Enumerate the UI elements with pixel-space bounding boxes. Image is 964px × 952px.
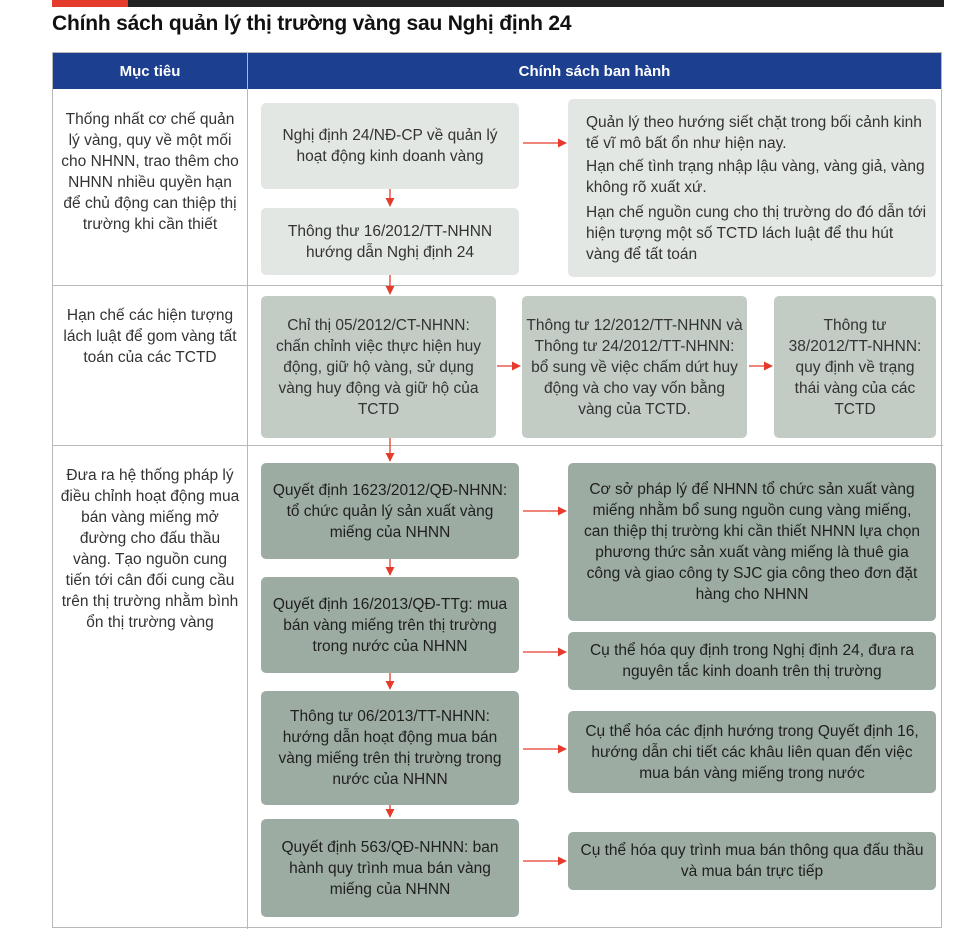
page-title: Chính sách quản lý thị trường vàng sau Nghị định 24 xyxy=(52,12,572,35)
policy-box-tt16: Thông thư 16/2012/TT-NHNN hướng dẫn Nghị định 24 xyxy=(261,208,519,275)
goal-row-2: Hạn chế các hiện tượng lách luật để gom vàng tất toán của các TCTD xyxy=(63,307,237,366)
top-accent-bar xyxy=(52,0,944,7)
goal-row-3: Đưa ra hệ thống pháp lý điều chỉnh hoạt động mua bán vàng miếng mở đường cho đấu thầu vàng. Tạo nguồn cung tiến tới cân đối cung cầu trên thị trường nhằm bình ổn thị trường vàng xyxy=(60,467,240,631)
policy-box-qd563: Quyết định 563/QĐ-NHNN: ban hành quy trình mua bán vàng miếng của NHNN xyxy=(261,819,519,917)
red-accent xyxy=(52,0,128,7)
header-policy: Chính sách ban hành xyxy=(248,53,941,89)
policy-box-qd16: Quyết định 16/2013/QĐ-TTg: mua bán vàng miếng trên thị trường trong nước của NHNN xyxy=(261,577,519,673)
policy-box-tt12-tt24: Thông tư 12/2012/TT-NHNN và Thông tư 24/2012/TT-NHNN: bổ sung về việc chấm dứt huy động và cho vay vốn bằng vàng của TCTD. xyxy=(522,296,747,438)
policy-box-nd24: Nghị định 24/NĐ-CP về quản lý hoạt động kinh doanh vàng xyxy=(261,103,519,189)
goal-row-1: Thống nhất cơ chế quản lý vàng, quy về một mối cho NHNN, trao thêm cho NHNN nhiều quyền hạn để chủ động can thiệp thị trường khi cần thiết xyxy=(61,111,239,233)
policy-box-qd1623: Quyết định 1623/2012/QĐ-NHNN: tổ chức quản lý sản xuất vàng miếng của NHNN xyxy=(261,463,519,559)
policy-table xyxy=(52,52,942,928)
policy-box-ct05: Chỉ thị 05/2012/CT-NHNN: chấn chỉnh việc thực hiện huy động, giữ hộ vàng, sử dụng vàng huy động và giữ hộ của TCTD xyxy=(261,296,496,438)
policy-box-tt06: Thông tư 06/2013/TT-NHNN: hướng dẫn hoạt động mua bán vàng miếng trên thị trường trong nước của NHNN xyxy=(261,691,519,805)
flow-arrows xyxy=(53,53,943,929)
effect-line-2: Hạn chế tình trạng nhập lậu vàng, vàng giả, vàng không rõ xuất xứ. xyxy=(586,157,925,196)
effect-line-1: Quản lý theo hướng siết chặt trong bối cảnh kinh tế vĩ mô bất ổn như hiện nay. xyxy=(586,113,922,152)
effect-box-qd563: Cụ thể hóa quy trình mua bán thông qua đấu thầu và mua bán trực tiếp xyxy=(568,832,936,890)
policy-box-tt38: Thông tư 38/2012/TT-NHNN: quy định về trạng thái vàng của các TCTD xyxy=(774,296,936,438)
effect-box-qd1623: Cơ sở pháp lý để NHNN tổ chức sản xuất vàng miếng nhằm bổ sung nguồn cung vàng miếng, can thiệp thị trường khi cần thiết NHNN lựa chọn phương thức sản xuất vàng miếng là thuê gia công và giao công ty SJC gia công theo đơn đặt hàng cho NHNN xyxy=(568,463,936,621)
header-goal: Mục tiêu xyxy=(53,53,247,89)
effect-box-tt06: Cụ thể hóa các định hướng trong Quyết định 16, hướng dẫn chi tiết các khâu liên quan đến việc mua bán vàng miếng trong nước xyxy=(568,711,936,793)
effect-line-3: Hạn chế nguồn cung cho thị trường do đó dẫn tới hiện tượng một số TCTD lách luật để thu hút vàng để tất toán xyxy=(586,203,927,263)
effect-box-qd16: Cụ thể hóa quy định trong Nghị định 24, đưa ra nguyên tắc kinh doanh trên thị trường xyxy=(568,632,936,690)
